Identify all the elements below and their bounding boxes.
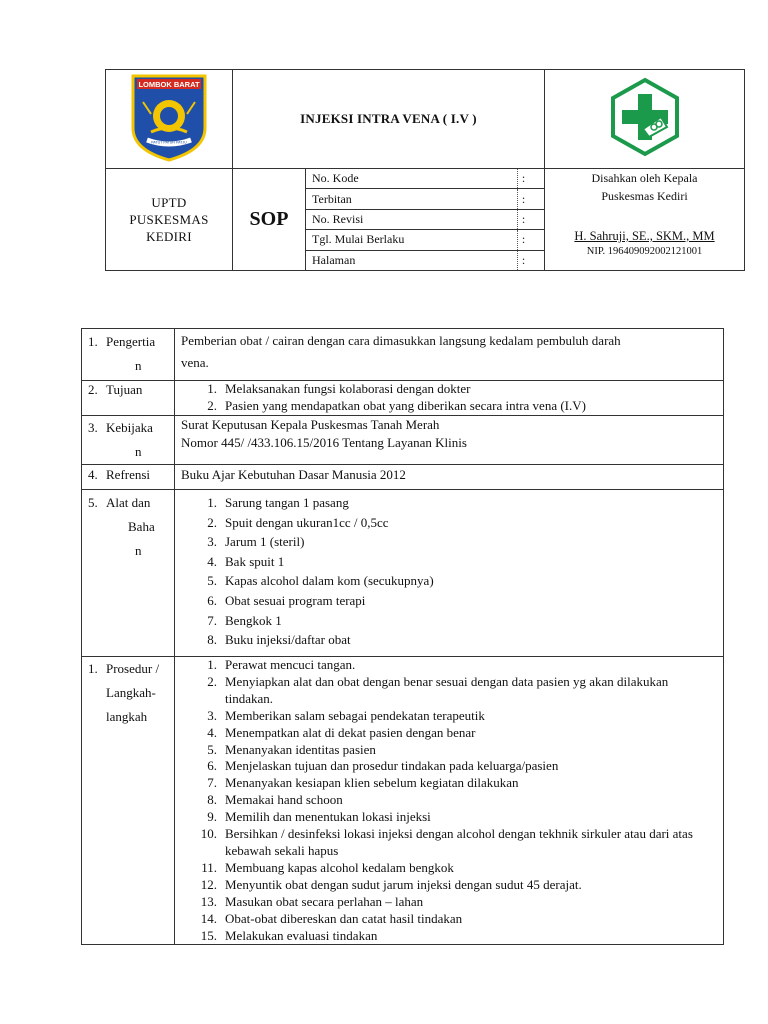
item-text: Obat-obat dibereskan dan catat hasil tindakan xyxy=(225,910,463,926)
section-label xyxy=(82,465,175,490)
list-item xyxy=(181,758,723,775)
list-item xyxy=(181,532,723,552)
section-label xyxy=(82,329,175,381)
section-label-text: Pengertia xyxy=(106,334,156,349)
list-item xyxy=(181,493,723,513)
emblem-motto: PATUT PATUH PATJU xyxy=(151,140,187,144)
section-label-text: Tujuan xyxy=(106,382,143,397)
section-label-text: Langkah- xyxy=(106,685,156,700)
list-item xyxy=(181,552,723,572)
item-text: Memakai hand schoon xyxy=(225,792,343,808)
list-item xyxy=(181,381,723,398)
list-item xyxy=(181,775,723,792)
list-item xyxy=(181,911,723,928)
list-item xyxy=(181,792,723,809)
section-label-text: Kebijaka xyxy=(106,420,153,435)
item-number: 8. xyxy=(207,792,217,808)
list-item xyxy=(181,611,723,631)
list-item xyxy=(181,826,723,860)
equipment-list xyxy=(181,493,723,650)
list-item xyxy=(181,657,723,674)
item-number: 1. xyxy=(207,657,217,672)
item-number: 7. xyxy=(207,612,217,628)
section-content xyxy=(175,416,724,465)
section-row-definition xyxy=(82,329,724,381)
organization-name xyxy=(106,169,233,271)
item-text: Perawat mencuci tangan. xyxy=(225,657,356,672)
procedure-list xyxy=(181,657,723,944)
section-label-text: Alat dan xyxy=(106,495,151,510)
item-number: 1. xyxy=(207,495,217,510)
item-text: Sarung tangan 1 pasang xyxy=(225,495,349,510)
list-item xyxy=(181,877,723,894)
meta-key: Terbitan xyxy=(306,189,517,209)
item-text: Menempatkan alat di dekat pasien dengan benar xyxy=(225,724,476,740)
item-number: 4. xyxy=(207,553,217,569)
item-text: Membuang kapas alcohol kedalam bengkok xyxy=(225,859,454,875)
meta-colon: : xyxy=(517,209,544,229)
meta-row xyxy=(306,189,544,209)
item-number: 3. xyxy=(207,534,217,550)
meta-row xyxy=(306,169,544,189)
meta-row xyxy=(306,230,544,250)
list-item xyxy=(181,571,723,591)
approval-block xyxy=(545,169,745,271)
item-text: Memilih dan menentukan lokasi injeksi xyxy=(225,809,431,825)
item-text: Obat sesuai program terapi xyxy=(225,592,366,608)
puskesmas-cross-icon xyxy=(609,77,681,157)
meta-colon: : xyxy=(521,252,526,267)
regency-logo-cell xyxy=(106,70,233,169)
list-item xyxy=(181,860,723,877)
section-content xyxy=(175,490,724,657)
approval-line: Disahkan oleh Kepala xyxy=(591,171,698,185)
content-line: Surat Keputusan Kepala Puskesmas Tanah Merah xyxy=(181,417,440,432)
meta-row xyxy=(306,250,544,270)
org-line: PUSKESMAS xyxy=(129,212,209,227)
meta-colon: : xyxy=(517,230,544,250)
section-row-procedure xyxy=(82,657,724,945)
list-item xyxy=(181,742,723,759)
item-number: 5. xyxy=(207,573,217,589)
list-item xyxy=(181,674,723,708)
list-item xyxy=(181,513,723,533)
section-content xyxy=(175,381,724,416)
section-number: 5. xyxy=(88,495,98,510)
item-number: 2. xyxy=(207,397,217,413)
item-text: Melaksanakan fungsi kolaborasi dengan dokter xyxy=(225,381,471,396)
item-text: Spuit dengan ukuran1cc / 0,5cc xyxy=(225,514,389,530)
item-text: Menyiapkan alat dan obat dengan benar sesuai dengan data pasien yg akan dilakukan tindakan. xyxy=(225,673,669,706)
meta-key: No. Kode xyxy=(306,169,517,189)
item-text: Bak spuit 1 xyxy=(225,553,285,569)
section-number: 1. xyxy=(88,661,98,676)
item-text: Pasien yang mendapatkan obat yang diberikan secara intra vena (I.V) xyxy=(225,397,586,413)
content-line: Buku Ajar Kebutuhan Dasar Manusia 2012 xyxy=(181,467,406,482)
section-label-text: Refrensi xyxy=(106,467,151,482)
item-text: Buku injeksi/daftar obat xyxy=(225,632,351,648)
item-number: 11. xyxy=(201,859,217,875)
item-text: Menanyakan kesiapan klien sebelum kegiatan dilakukan xyxy=(225,775,519,791)
list-item xyxy=(181,708,723,725)
item-text: Menjelaskan tujuan dan prosedur tindakan pada keluarga/pasien xyxy=(225,758,559,774)
content-line: Pemberian obat / cairan dengan cara dimasukkan langsung kedalam pembuluh darah xyxy=(181,333,621,348)
item-number: 6. xyxy=(207,592,217,608)
list-item xyxy=(181,894,723,911)
item-number: 14. xyxy=(200,910,217,926)
list-item xyxy=(181,809,723,826)
section-content xyxy=(175,657,724,945)
list-item xyxy=(181,928,723,945)
section-label-text: Baha xyxy=(128,519,155,534)
document-meta-cell xyxy=(306,169,545,271)
item-number: 5. xyxy=(207,741,217,757)
item-number: 1. xyxy=(207,381,217,396)
section-label xyxy=(82,490,175,657)
document-meta-table xyxy=(306,169,544,270)
item-number: 15. xyxy=(200,927,217,943)
meta-colon: : xyxy=(517,189,544,209)
item-text: Masukan obat secara perlahan – lahan xyxy=(225,893,424,909)
emblem-label: LOMBOK BARAT xyxy=(138,79,200,89)
section-row-reference xyxy=(82,465,724,490)
item-number: 4. xyxy=(207,724,217,740)
list-item xyxy=(181,591,723,611)
item-number: 8. xyxy=(207,632,217,648)
meta-colon: : xyxy=(517,169,544,189)
section-row-policy xyxy=(82,416,724,465)
approver-nip: NIP. 196409092002121001 xyxy=(586,246,703,257)
item-number: 2. xyxy=(207,514,217,530)
section-label-text: langkah xyxy=(106,709,148,724)
puskesmas-logo-cell xyxy=(545,70,745,169)
section-content xyxy=(175,329,724,381)
approval-line: Puskesmas Kediri xyxy=(601,189,688,203)
item-text: Bengkok 1 xyxy=(225,612,282,628)
item-number: 2. xyxy=(207,673,217,689)
section-label xyxy=(82,381,175,416)
org-line: UPTD xyxy=(151,195,187,210)
item-text: Menanyakan identitas pasien xyxy=(225,741,376,757)
item-number: 10. xyxy=(200,826,217,842)
item-text: Memberikan salam sebagai pendekatan terapeutik xyxy=(225,707,485,723)
item-number: 12. xyxy=(200,876,217,892)
sop-content-table xyxy=(81,328,724,945)
section-number: 1. xyxy=(88,334,98,349)
section-label-text: Prosedur / xyxy=(106,661,160,676)
purpose-list xyxy=(181,381,723,415)
section-label-text: n xyxy=(135,358,142,373)
item-number: 9. xyxy=(207,809,217,825)
sop-header-table xyxy=(105,69,745,271)
document-title: INJEKSI INTRA VENA ( I.V ) xyxy=(233,70,545,169)
approver-name: H. Sahruji, SE., SKM., MM xyxy=(574,229,715,243)
item-number: 7. xyxy=(207,775,217,791)
section-label xyxy=(82,416,175,465)
item-number: 3. xyxy=(207,707,217,723)
section-row-equipment xyxy=(82,490,724,657)
list-item xyxy=(181,630,723,650)
meta-row xyxy=(306,209,544,229)
item-number: 6. xyxy=(207,758,217,774)
item-text: Melakukan evaluasi tindakan xyxy=(225,927,378,943)
section-number: 2. xyxy=(88,382,98,397)
section-number: 3. xyxy=(88,420,98,435)
section-number: 4. xyxy=(88,467,98,482)
item-text: Menyuntik obat dengan sudut jarum injeksi dengan sudut 45 derajat. xyxy=(225,876,582,892)
content-line: Nomor 445/ /433.106.15/2016 Tentang Layanan Klinis xyxy=(181,435,467,450)
meta-key: Tgl. Mulai Berlaku xyxy=(306,230,517,250)
lombok-barat-emblem-icon xyxy=(129,72,209,162)
item-text: Kapas alcohol dalam kom (secukupnya) xyxy=(225,573,434,589)
meta-key: No. Revisi xyxy=(306,209,517,229)
item-text: Bersihkan / desinfeksi lokasi injeksi dengan alcohol dengan tekhnik sirkuler atau dari atas kebawah sekali hapus xyxy=(225,826,693,858)
section-label xyxy=(82,657,175,945)
content-line: vena. xyxy=(181,355,209,370)
org-line: KEDIRI xyxy=(146,229,192,244)
item-number: 13. xyxy=(200,893,217,909)
section-row-purpose xyxy=(82,381,724,416)
meta-key: Halaman xyxy=(306,250,517,270)
list-item xyxy=(181,725,723,742)
section-label-text: n xyxy=(135,543,142,558)
item-text: Jarum 1 (steril) xyxy=(225,534,305,550)
sop-label: SOP xyxy=(233,169,306,271)
section-label-text: n xyxy=(135,444,142,459)
list-item xyxy=(181,398,723,415)
section-content xyxy=(175,465,724,490)
